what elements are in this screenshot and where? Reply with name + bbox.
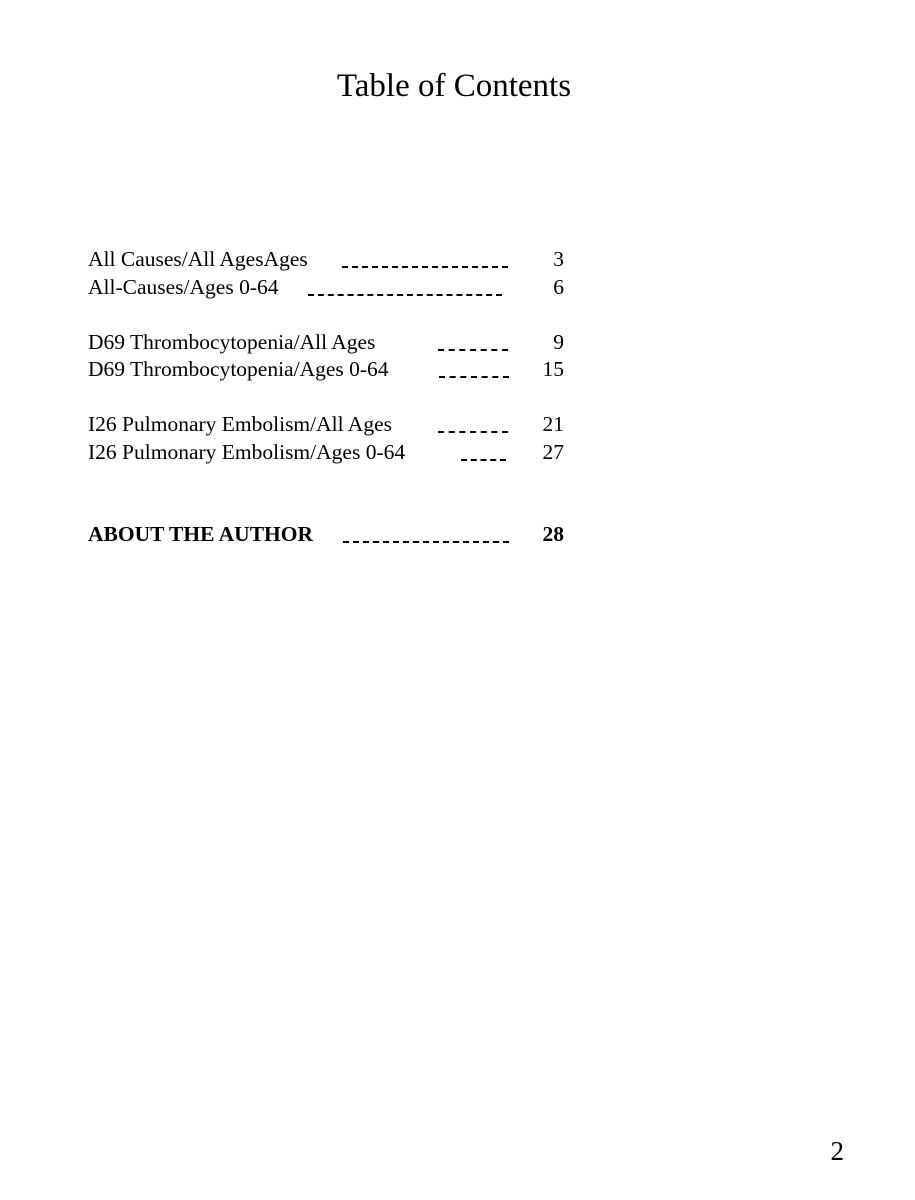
toc-leader-dashes: [438, 349, 508, 351]
toc-entry-page-number: 6: [553, 275, 564, 299]
page-number: 2: [830, 1136, 844, 1166]
toc-entry-label: D69 Thrombocytopenia/Ages 0-64: [88, 357, 389, 381]
toc-leader-dashes: [438, 431, 508, 433]
toc-entry-all-causes-ages-0-64[interactable]: [88, 274, 564, 300]
toc-entry-label: ABOUT THE AUTHOR: [88, 522, 314, 546]
toc-entry-i26-all-ages[interactable]: [88, 411, 564, 437]
toc-entry-d69-all-ages[interactable]: [88, 329, 564, 355]
toc-entry-page-number: 9: [553, 330, 564, 354]
toc-entry-d69-ages-0-64[interactable]: [88, 356, 564, 382]
toc-leader-dashes: [308, 294, 502, 296]
toc-entry-page-number: 15: [542, 357, 564, 381]
toc-entry-label: I26 Pulmonary Embolism/All Ages: [88, 412, 392, 436]
toc-leader-dashes: [342, 266, 508, 268]
toc-entry-label: D69 Thrombocytopenia/All Ages: [88, 330, 376, 354]
toc-entry-page-number: 27: [542, 440, 564, 464]
toc-entry-about-the-author[interactable]: [88, 521, 564, 547]
toc-entry-page-number: 28: [542, 522, 564, 546]
toc-entry-page-number: 21: [542, 412, 564, 436]
toc-entry-label: I26 Pulmonary Embolism/Ages 0-64: [88, 440, 406, 464]
toc-entry-all-causes-all-ages[interactable]: [88, 246, 564, 272]
toc-entry-i26-ages-0-64[interactable]: [88, 439, 564, 465]
toc-entry-label: All-Causes/Ages 0-64: [88, 275, 279, 299]
page-title: Table of Contents: [336, 68, 572, 104]
toc-leader-dashes: [439, 376, 509, 378]
toc-entry-label: All Causes/All AgesAges: [88, 247, 308, 271]
toc-leader-dashes: [343, 541, 509, 543]
toc-leader-dashes: [461, 459, 506, 461]
toc-entry-page-number: 3: [553, 247, 564, 271]
